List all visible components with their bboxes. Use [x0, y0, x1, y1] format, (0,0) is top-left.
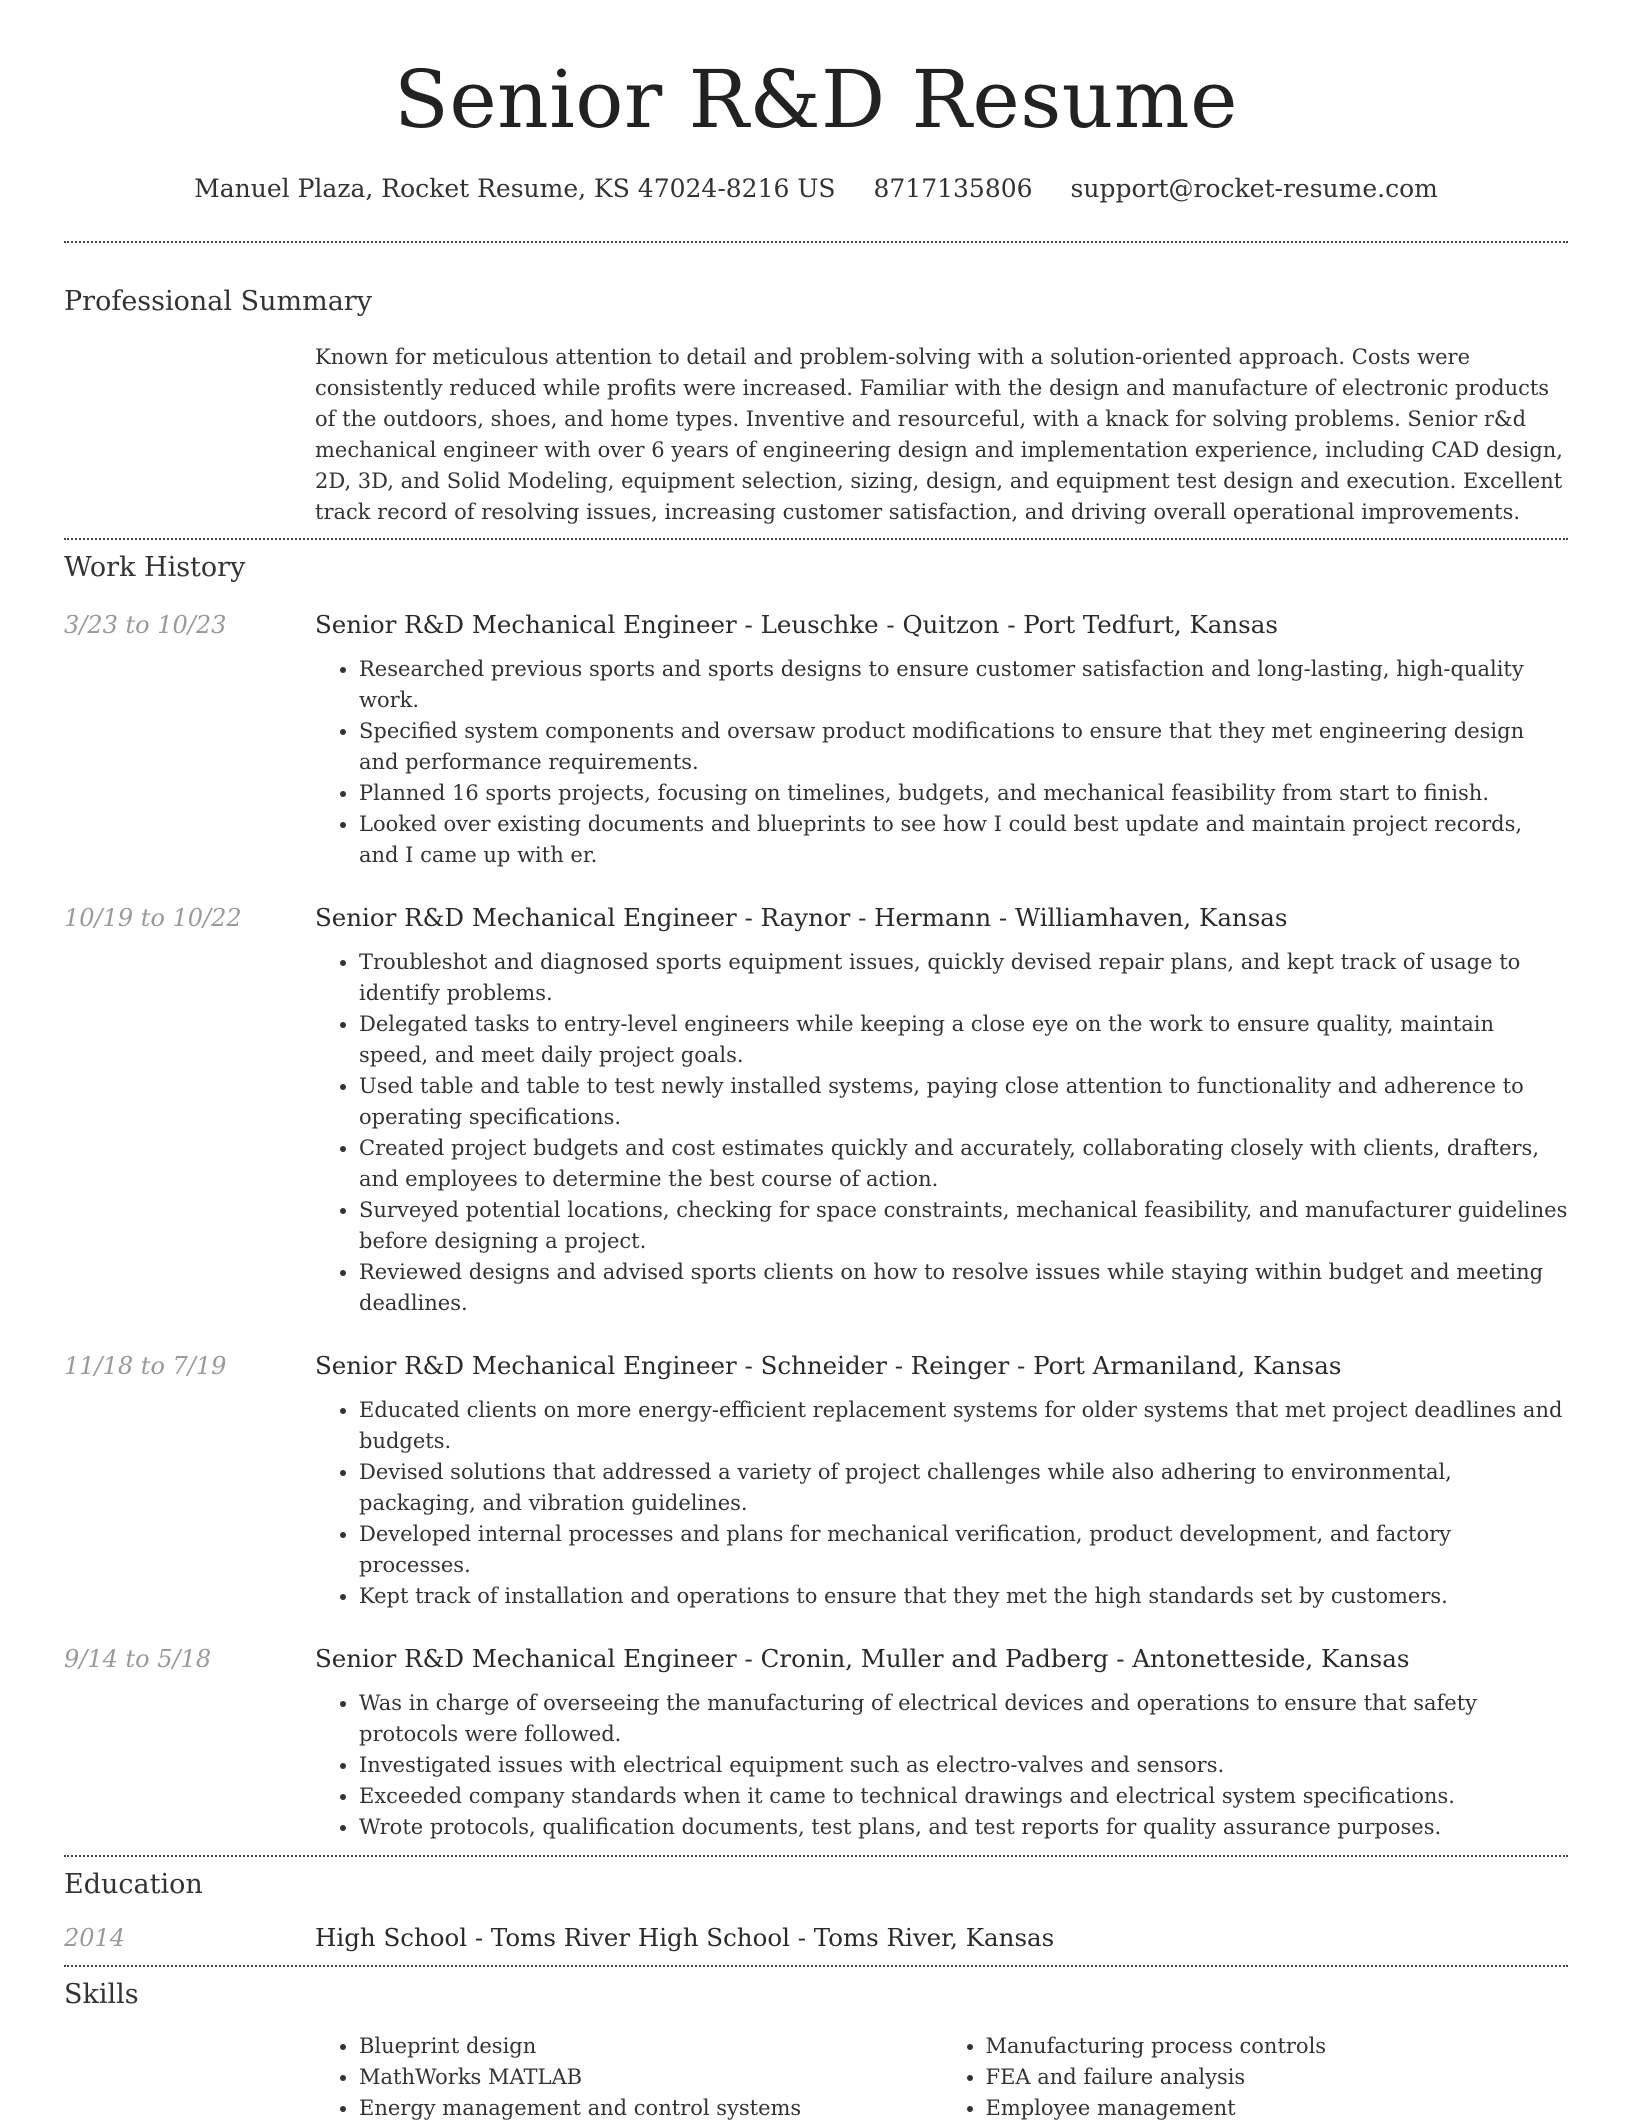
skills-section [64, 1977, 1568, 2124]
resume-page [64, 0, 1568, 2124]
job-dates: 3/23 to 10/23 [64, 611, 227, 639]
skill-item: • Energy management and control systems [359, 2093, 942, 2124]
skill-item: • FEA and failure analysis [986, 2062, 1569, 2093]
section-divider [64, 1965, 1568, 1967]
job-title: Senior R&D Mechanical Engineer - Leuschke - Quitzon - Port Tedfurt, Kansas [315, 610, 1278, 639]
skills-column-left [315, 2031, 942, 2124]
job-entry [64, 608, 1568, 871]
job-dates: 9/14 to 5/18 [64, 1645, 212, 1673]
skill-item: • Manufacturing process controls [986, 2031, 1569, 2062]
job-title: Senior R&D Mechanical Engineer - Cronin, Muller and Padberg - Antonetteside, Kansas [315, 1644, 1410, 1673]
summary-section [64, 284, 1568, 528]
job-entry [64, 1349, 1568, 1612]
job-bullet: • Wrote protocols, qualification documents, test plans, and test reports for quality assurance purposes. [359, 1812, 1568, 1843]
job-dates: 11/18 to 7/19 [64, 1352, 227, 1380]
contact-email: support@rocket-resume.com [1070, 174, 1438, 203]
resume-title: Senior R&D Resume [394, 53, 1238, 146]
work-history-section [64, 550, 1568, 1843]
job-bullets [64, 1688, 1568, 1843]
education-heading: Education [64, 1869, 203, 1900]
job-bullet: • Looked over existing documents and blueprints to see how I could best update and maintain project records, and I came up with er. [359, 809, 1568, 871]
section-divider [64, 1855, 1568, 1857]
summary-text: Known for meticulous attention to detail and problem-solving with a solution-oriented approach. Costs were consistently reduced while profits were increased. Familiar with the design and manufacture of electronic products of the outdoors, shoes, and home types. Inventive and resourceful, with a knack for solving problems. Senior r&d mechanical engineer with over 6 years of engineering design and implementation experience, including CAD design, 2D, 3D, and Solid Modeling, equipment selection, sizing, design, and equipment test design and execution. Excellent track record of resolving issues, increasing customer satisfaction, and driving overall operational improvements. [315, 345, 1563, 524]
job-bullets [64, 947, 1568, 1319]
job-bullet: • Kept track of installation and operations to ensure that they met the high standards set by customers. [359, 1581, 1568, 1612]
education-section [64, 1867, 1568, 1955]
job-bullet: • Exceeded company standards when it came to technical drawings and electrical system specifications. [359, 1781, 1568, 1812]
job-bullet: • Investigated issues with electrical equipment such as electro-valves and sensors. [359, 1750, 1568, 1781]
summary-heading: Professional Summary [64, 286, 372, 317]
job-bullet: • Was in charge of overseeing the manufacturing of electrical devices and operations to ensure that safety protocols were followed. [359, 1688, 1568, 1750]
education-text: High School - Toms River High School - Toms River, Kansas [315, 1923, 1055, 1952]
skills-column-right [942, 2031, 1569, 2124]
job-bullets [64, 654, 1568, 871]
job-bullet: • Devised solutions that addressed a variety of project challenges while also adhering to environmental, packaging, and vibration guidelines. [359, 1457, 1568, 1519]
contact-line [64, 172, 1568, 206]
job-bullet: • Delegated tasks to entry-level engineers while keeping a close eye on the work to ensure quality, maintain speed, and meet daily project goals. [359, 1009, 1568, 1071]
job-entry [64, 901, 1568, 1319]
contact-address: Manuel Plaza, Rocket Resume, KS 47024-8216 US [194, 174, 836, 203]
section-divider [64, 538, 1568, 540]
job-bullet: • Troubleshot and diagnosed sports equipment issues, quickly devised repair plans, and kept track of usage to identify problems. [359, 947, 1568, 1009]
job-bullet: • Used table and table to test newly installed systems, paying close attention to functionality and adherence to operating specifications. [359, 1071, 1568, 1133]
job-bullet: • Created project budgets and cost estimates quickly and accurately, collaborating closely with clients, drafters, and employees to determine the best course of action. [359, 1133, 1568, 1195]
job-bullet: • Researched previous sports and sports designs to ensure customer satisfaction and long-lasting, high-quality work. [359, 654, 1568, 716]
job-bullet: • Reviewed designs and advised sports clients on how to resolve issues while staying within budget and meeting deadlines. [359, 1257, 1568, 1319]
job-bullet: • Specified system components and oversaw product modifications to ensure that they met engineering design and performance requirements. [359, 716, 1568, 778]
skill-item: • Blueprint design [359, 2031, 942, 2062]
job-title: Senior R&D Mechanical Engineer - Schneider - Reinger - Port Armaniland, Kansas [315, 1351, 1342, 1380]
skill-item: • MathWorks MATLAB [359, 2062, 942, 2093]
job-bullet: • Educated clients on more energy-efficient replacement systems for older systems that met project deadlines and budgets. [359, 1395, 1568, 1457]
skills-list [315, 2031, 1568, 2124]
section-divider [64, 241, 1568, 243]
job-bullet: • Developed internal processes and plans for mechanical verification, product development, and factory processes. [359, 1519, 1568, 1581]
job-dates: 10/19 to 10/22 [64, 904, 242, 932]
skill-item: • Employee management [986, 2093, 1569, 2124]
job-bullets [64, 1395, 1568, 1612]
education-entry [64, 1921, 1568, 1955]
education-year: 2014 [64, 1924, 126, 1952]
skills-heading: Skills [64, 1979, 139, 2010]
job-bullet: • Planned 16 sports projects, focusing on timelines, budgets, and mechanical feasibility from start to finish. [359, 778, 1568, 809]
job-entry [64, 1642, 1568, 1843]
contact-phone: 8717135806 [873, 174, 1033, 203]
job-title: Senior R&D Mechanical Engineer - Raynor - Hermann - Williamhaven, Kansas [315, 903, 1288, 932]
job-bullet: • Surveyed potential locations, checking for space constraints, mechanical feasibility, and manufacturer guidelines before designing a project. [359, 1195, 1568, 1257]
work-history-heading: Work History [64, 552, 246, 583]
